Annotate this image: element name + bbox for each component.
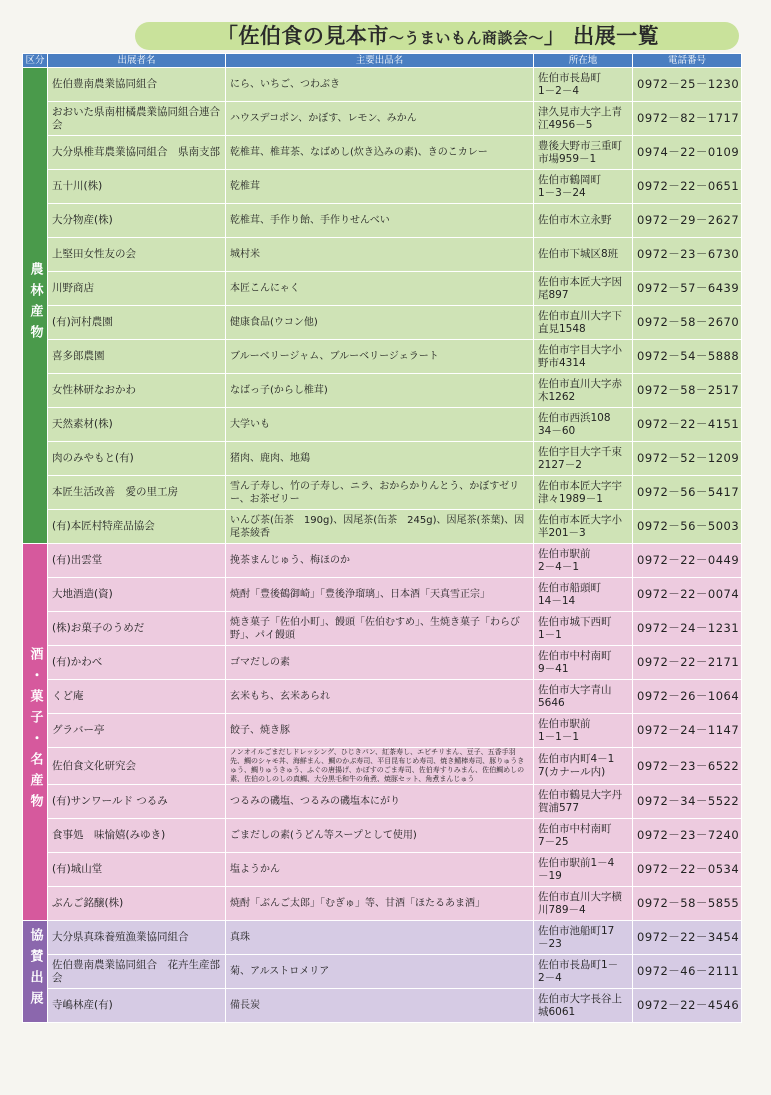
phone-cell: 0972－22－2171 [633,646,742,680]
table-row [23,714,742,748]
table-row [23,442,742,476]
table-row [23,340,742,374]
items-cell: 健康食品(ウコン他) [226,306,534,340]
exhibitor-name-cell: おおいた県南柑橘農業協同組合連合会 [48,102,226,136]
address-cell: 佐伯市直川大字下直見1548 [534,306,633,340]
exhibitor-name-cell: 寺嶋林産(有) [48,989,226,1023]
table-row [23,578,742,612]
phone-cell: 0972－57－6439 [633,272,742,306]
phone-cell: 0972－58－5855 [633,887,742,921]
header-exhibitor: 出展者名 [48,54,226,68]
table-row [23,136,742,170]
phone-cell: 0972－34－5522 [633,785,742,819]
header-category: 区分 [23,54,48,68]
title-subtitle: ～うまいもん商談会～ [388,29,544,47]
exhibitor-name-cell: 大地酒造(資) [48,578,226,612]
items-cell: つるみの磯塩、つるみの磯塩本にがり [226,785,534,819]
items-cell: にら、いちご、つわぶき [226,68,534,102]
phone-cell: 0972－23－6730 [633,238,742,272]
exhibitor-name-cell: 本匠生活改善 愛の里工房 [48,476,226,510]
exhibitor-name-cell: (株)お菓子のうめだ [48,612,226,646]
table-body [23,68,742,1023]
items-cell: 大学いも [226,408,534,442]
table-row [23,170,742,204]
table-row [23,680,742,714]
phone-cell: 0972－22－0651 [633,170,742,204]
phone-cell: 0972－56－5417 [633,476,742,510]
items-cell: なばっ子(からし椎茸) [226,374,534,408]
header-phone: 電話番号 [633,54,742,68]
phone-cell: 0972－22－4151 [633,408,742,442]
category-cell-kyo [23,921,48,1023]
table-row [23,544,742,578]
phone-cell: 0972－46－2111 [633,955,742,989]
items-cell: ゴマだしの素 [226,646,534,680]
exhibitor-name-cell: 大分県真珠養殖漁業協同組合 [48,921,226,955]
table-row [23,785,742,819]
phone-cell: 0972－24－1231 [633,612,742,646]
phone-cell: 0972－24－1147 [633,714,742,748]
items-cell: 城村米 [226,238,534,272]
exhibitor-name-cell: 大分県椎茸農業協同組合 県南支部 [48,136,226,170]
exhibitor-name-cell: (有)サンワールド つるみ [48,785,226,819]
phone-cell: 0972－82－1717 [633,102,742,136]
items-cell: ハウスデコポン、かぼす、レモン、みかん [226,102,534,136]
table-row [23,374,742,408]
phone-cell: 0972－22－3454 [633,921,742,955]
phone-cell: 0972－29－2627 [633,204,742,238]
exhibitor-name-cell: (有)出雲堂 [48,544,226,578]
table-row [23,510,742,544]
phone-cell: 0972－56－5003 [633,510,742,544]
page-title [138,20,738,52]
address-cell: 佐伯市駅前 1－1－1 [534,714,633,748]
items-cell: 本匠こんにゃく [226,272,534,306]
items-cell: 塩ようかん [226,853,534,887]
address-cell: 佐伯市西浜108 34－60 [534,408,633,442]
items-cell: ブルーベリージャム、ブルーベリージェラート [226,340,534,374]
address-cell: 佐伯市長島町 1－2－4 [534,68,633,102]
items-cell: 焼酎「ぶんご太郎」「むぎゅ」等、甘酒「ほたるあま酒」 [226,887,534,921]
address-cell: 佐伯市宇目大字小野市4314 [534,340,633,374]
items-cell: 乾椎茸、椎茸茶、なばめし(炊き込みの素)、きのこカレー [226,136,534,170]
table-row [23,748,742,785]
phone-cell: 0972－58－2517 [633,374,742,408]
address-cell: 佐伯市城下西町 1－1 [534,612,633,646]
address-cell: 佐伯市駅前 2－4－1 [534,544,633,578]
address-cell: 佐伯市直川大字赤木1262 [534,374,633,408]
address-cell: 佐伯宇目大字千束2127－2 [534,442,633,476]
address-cell: 佐伯市下城区8班 [534,238,633,272]
phone-cell: 0972－54－5888 [633,340,742,374]
exhibitor-name-cell: 肉のみやもと(有) [48,442,226,476]
address-cell: 佐伯市大字青山 5646 [534,680,633,714]
category-cell-sake [23,544,48,921]
phone-cell: 0972－25－1230 [633,68,742,102]
items-cell: 挽茶まんじゅう、梅ほのか [226,544,534,578]
items-cell: 菊、アルストロメリア [226,955,534,989]
items-cell: 真珠 [226,921,534,955]
category-label: 農林産物 [27,262,43,346]
address-cell: 佐伯市船頭町 14－14 [534,578,633,612]
table-row [23,68,742,102]
exhibitor-name-cell: 佐伯豊南農業協同組合 [48,68,226,102]
address-cell: 佐伯市長島町1－ 2－4 [534,955,633,989]
title-main-left: 「佐伯食の見本市 [216,24,389,48]
phone-cell: 0972－23－7240 [633,819,742,853]
items-cell: 餃子、焼き豚 [226,714,534,748]
items-cell: 備長炭 [226,989,534,1023]
exhibitor-table [22,53,742,1023]
address-cell: 佐伯市直川大字横川789－4 [534,887,633,921]
table-row [23,272,742,306]
address-cell: 佐伯市鶴岡町 1－3－24 [534,170,633,204]
phone-cell: 0972－58－2670 [633,306,742,340]
phone-cell: 0972－22－0074 [633,578,742,612]
phone-cell: 0972－26－1064 [633,680,742,714]
header-address: 所在地 [534,54,633,68]
address-cell: 佐伯市池船町17 －23 [534,921,633,955]
address-cell: 佐伯市大字長谷上城6061 [534,989,633,1023]
address-cell: 佐伯市中村南町 9－41 [534,646,633,680]
exhibitor-name-cell: (有)城山堂 [48,853,226,887]
header-items: 主要出品名 [226,54,534,68]
exhibitor-name-cell: (有)河村農園 [48,306,226,340]
table-row [23,989,742,1023]
items-cell: 焼酎「豊後鶴御崎」「豊後浄瑠璃」、日本酒「天真雪正宗」 [226,578,534,612]
address-cell: 佐伯市本匠大字宇津々1989－1 [534,476,633,510]
table-row [23,646,742,680]
phone-cell: 0972－23－6522 [633,748,742,785]
exhibitor-name-cell: 天然素材(株) [48,408,226,442]
phone-cell: 0974－22－0109 [633,136,742,170]
table-row [23,887,742,921]
phone-cell: 0972－22－0534 [633,853,742,887]
exhibitor-name-cell: 食事処 味愉嬉(みゆき) [48,819,226,853]
category-cell-agri [23,68,48,544]
exhibitor-name-cell: (有)かわべ [48,646,226,680]
address-cell: 津久見市大字上青江4956－5 [534,102,633,136]
exhibitor-name-cell: 上堅田女性友の会 [48,238,226,272]
table-row [23,612,742,646]
table-row [23,819,742,853]
address-cell: 佐伯市駅前1－4 －19 [534,853,633,887]
address-cell: 豊後大野市三重町市場959－1 [534,136,633,170]
table-row [23,476,742,510]
table-row [23,921,742,955]
items-cell: 焼き菓子「佐伯小町」、饅頭「佐伯むすめ」、生焼き菓子「わらび野」、パイ饅頭 [226,612,534,646]
address-cell: 佐伯市中村南町 7－25 [534,819,633,853]
category-label: 協賛出展 [27,928,43,1012]
items-cell: いんび茶(缶茶 190g)、因尾茶(缶茶 245g)、因尾茶(茶葉)、因尾茶綾香 [226,510,534,544]
address-cell: 佐伯市木立永野 [534,204,633,238]
exhibitor-name-cell: ぶんご銘醸(株) [48,887,226,921]
table-row [23,853,742,887]
items-cell: 玄米もち、玄米あられ [226,680,534,714]
phone-cell: 0972－52－1209 [633,442,742,476]
exhibitor-name-cell: 五十川(株) [48,170,226,204]
address-cell: 佐伯市本匠大字因尾897 [534,272,633,306]
table-row [23,238,742,272]
category-label: 酒・菓子・名産物 [27,646,43,815]
exhibitor-name-cell: (有)本匠村特産品協会 [48,510,226,544]
items-cell: 雪ん子寿し、竹の子寿し、ニラ、おからかりんとう、かぼすゼリー、お茶ゼリー [226,476,534,510]
address-cell: 佐伯市本匠大字小半201－3 [534,510,633,544]
items-cell: 乾椎茸、手作り飴、手作りせんべい [226,204,534,238]
items-cell: 乾椎茸 [226,170,534,204]
address-cell: 佐伯市鶴見大字丹賀浦577 [534,785,633,819]
table-row [23,102,742,136]
exhibitor-name-cell: 喜多郎農園 [48,340,226,374]
address-cell: 佐伯市内町4－1 7(カナール内) [534,748,633,785]
exhibitor-name-cell: 川野商店 [48,272,226,306]
items-cell: ごまだしの素(うどん等スープとして使用) [226,819,534,853]
exhibitor-name-cell: グラバー亭 [48,714,226,748]
exhibitor-name-cell: くど庵 [48,680,226,714]
items-cell: 猪肉、鹿肉、地鶏 [226,442,534,476]
exhibitor-name-cell: 佐伯豊南農業協同組合 花卉生産部会 [48,955,226,989]
phone-cell: 0972－22－0449 [633,544,742,578]
table-row [23,408,742,442]
exhibitor-name-cell: 大分物産(株) [48,204,226,238]
table-header-row [23,54,742,68]
table-row [23,306,742,340]
title-main-right: 」 出展一覧 [543,24,660,48]
exhibitor-name-cell: 佐伯食文化研究会 [48,748,226,785]
phone-cell: 0972－22－4546 [633,989,742,1023]
table-row [23,204,742,238]
table-row [23,955,742,989]
items-cell: ノンオイルごまだしドレッシング、ひじきパン、紅茶寿し、エビチリまん、豆子、五香手羽先、鯛のシャモ丼、海鮮まん、鯛のかぶ寿司、平目昆布じめ寿司、焼き鯖棒寿司、豚りゅうきゅう、鯛りゅうきゅう、ふぐの唐揚げ、かぼすのごま寿司、佐伯寿すりみまん、佐伯鯛めしの素、佐伯のしのしの真鯛、大分黒毛和牛の角煮、焼豚セット、角煮まんじゅう [226,748,534,785]
exhibitor-name-cell: 女性林研なおかわ [48,374,226,408]
